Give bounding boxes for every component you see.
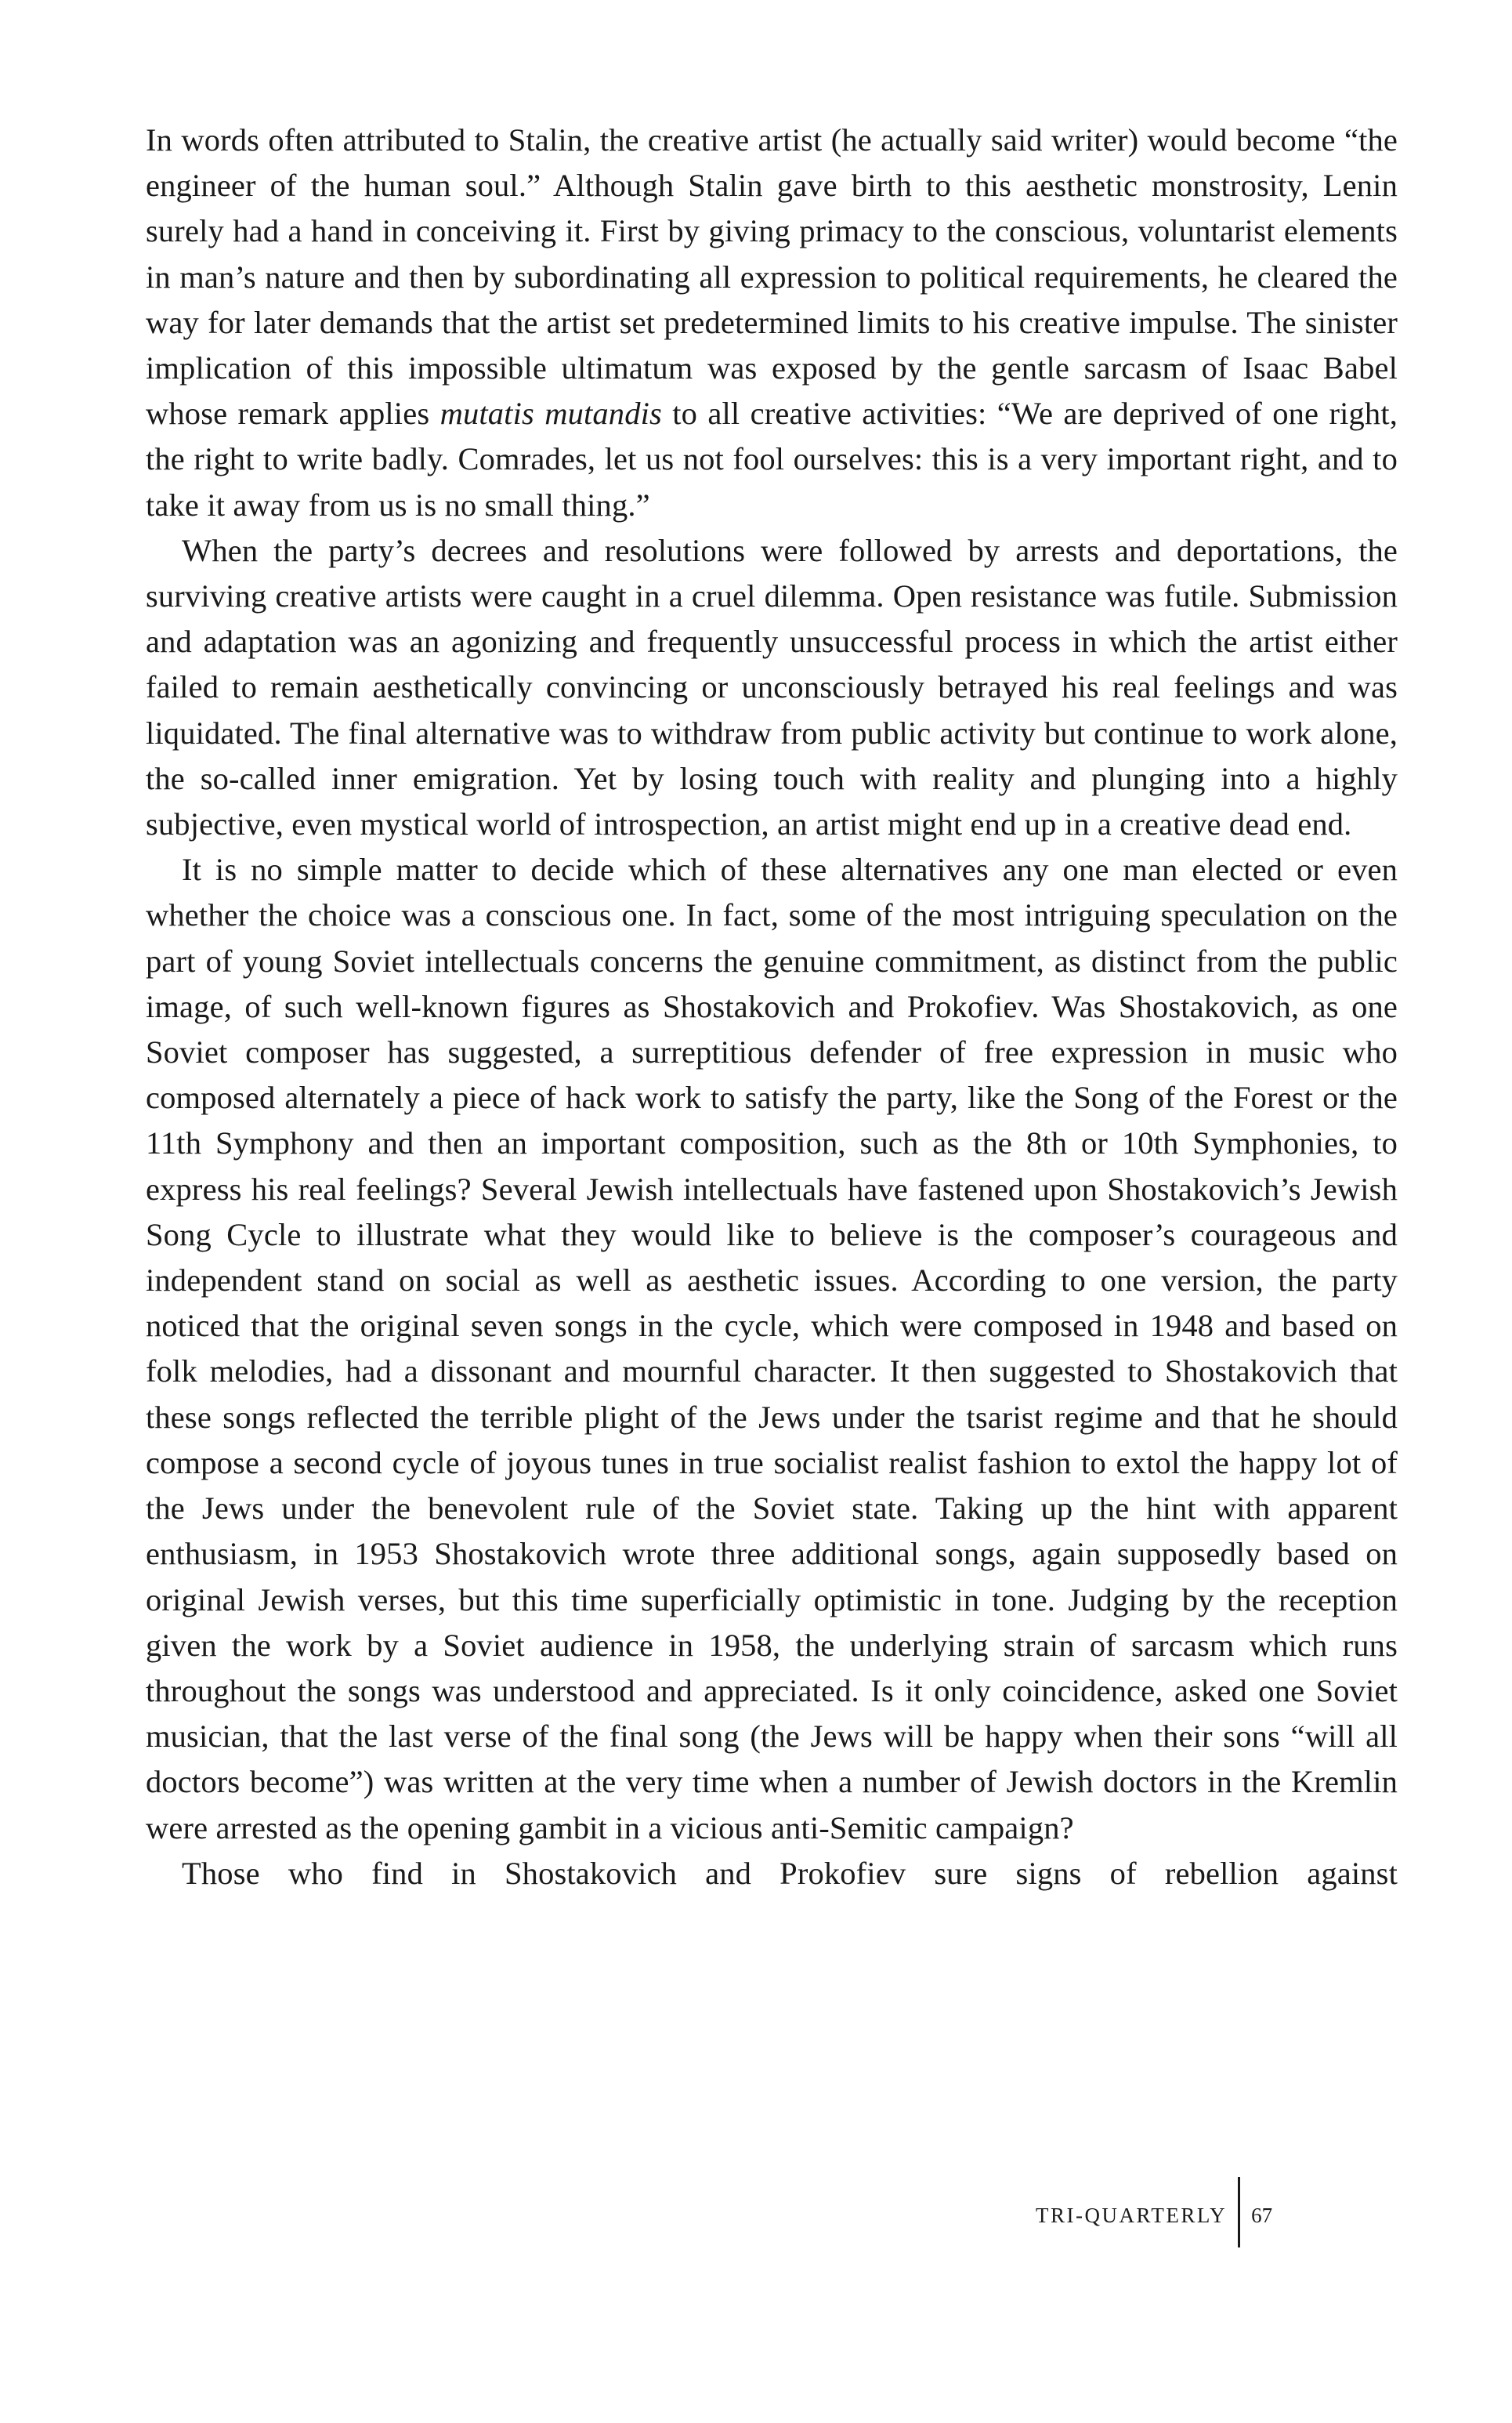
journal-name: TRI-QUARTERLY xyxy=(1036,2204,1228,2227)
page-body xyxy=(146,118,1398,1896)
paragraph-3: It is no simple matter to decide which of these alternatives any one man elected or even whether the choice was a conscious one. In fact, some of the most intriguing speculation on the part of young Soviet intellectuals concerns the genuine commitment, as distinct from the public image, of such well-known figures as Shostakovich and Prokofiev. Was Shostakovich, as one Soviet composer has suggested, a surreptitious defender of free expression in music who composed alternately a piece of hack work to satisfy the party, like the Song of the Forest or the 11th Symphony and then an important composition, such as the 8th or 10th Symphonies, to express his real feelings? Several Jewish intellectuals have fastened upon Shostakovich’s Jewish Song Cycle to illustrate what they would like to believe is the composer’s courageous and independent stand on social as well as aesthetic issues. According to one version, the party noticed that the original seven songs in the cycle, which were composed in 1948 and based on folk melodies, had a dissonant and mournful character. It then suggested to Shostakovich that these songs reflected the terrible plight of the Jews under the tsarist regime and that he should compose a second cycle of joyous tunes in true socialist realist fashion to extol the happy lot of the Jews under the benevolent rule of the Soviet state. Taking up the hint with apparent enthusiasm, in 1953 Shostakovich wrote three additional songs, again supposedly based on original Jewish verses, but this time superficially optimistic in tone. Judging by the reception given the work by a Soviet audience in 1958, the underlying strain of sarcasm which runs throughout the songs was understood and appreciated. Is it only coincidence, asked one Soviet musician, that the last verse of the final song (the Jews will be happy when their sons “will all doctors become”) was written at the very time when a number of Jewish doctors in the Kremlin were arrested as the opening gambit in a vicious anti-Semitic campaign? xyxy=(146,852,1398,1845)
page-footer xyxy=(1036,2177,1272,2240)
page-number: 67 xyxy=(1251,2204,1273,2227)
paragraph-1-text-start: In words often attributed to Stalin, the creative artist (he actually said writer) would become “the engineer of the human soul.” Although Stalin gave birth to this aesthetic monstrosity, Lenin surely had a hand in conceiving it. First by giving primacy to the conscious, voluntarist elements in man’s nature and then by subordinating all expression to political requirements, he cleared the way for later demands that the artist set predetermined limits to his creative impulse. The sinister implication of this impossible ultimatum was exposed by the gentle sarcasm of Isaac Babel whose remark applies xyxy=(146,122,1398,432)
paragraph-1-text-end: to all creative activities: “We are deprived of one right, the right to write badly. Comrades, let us not fool ourselves: this is a very important right, and to take it away from us is no small thing.” xyxy=(146,396,1398,523)
paragraph-4: Those who find in Shostakovich and Prokofiev sure signs of rebellion against xyxy=(182,1855,1398,1891)
paragraph-1 xyxy=(146,118,1398,528)
paragraph-2: When the party’s decrees and resolutions were followed by arrests and deportations, the surviving creative artists were caught in a cruel dilemma. Open resistance was futile. Submission and adaptation was an agonizing and frequently unsuccessful process in which the artist either failed to remain aesthetically convincing or unconsciously betrayed his real feelings and was liquidated. The final alternative was to withdraw from public activity but continue to work alone, the so-called inner emigration. Yet by losing touch with reality and plunging into a highly subjective, even mystical world of introspection, an artist might end up in a creative dead end. xyxy=(146,532,1398,842)
paragraph-1-italic-phrase: mutatis mutandis xyxy=(439,396,662,432)
